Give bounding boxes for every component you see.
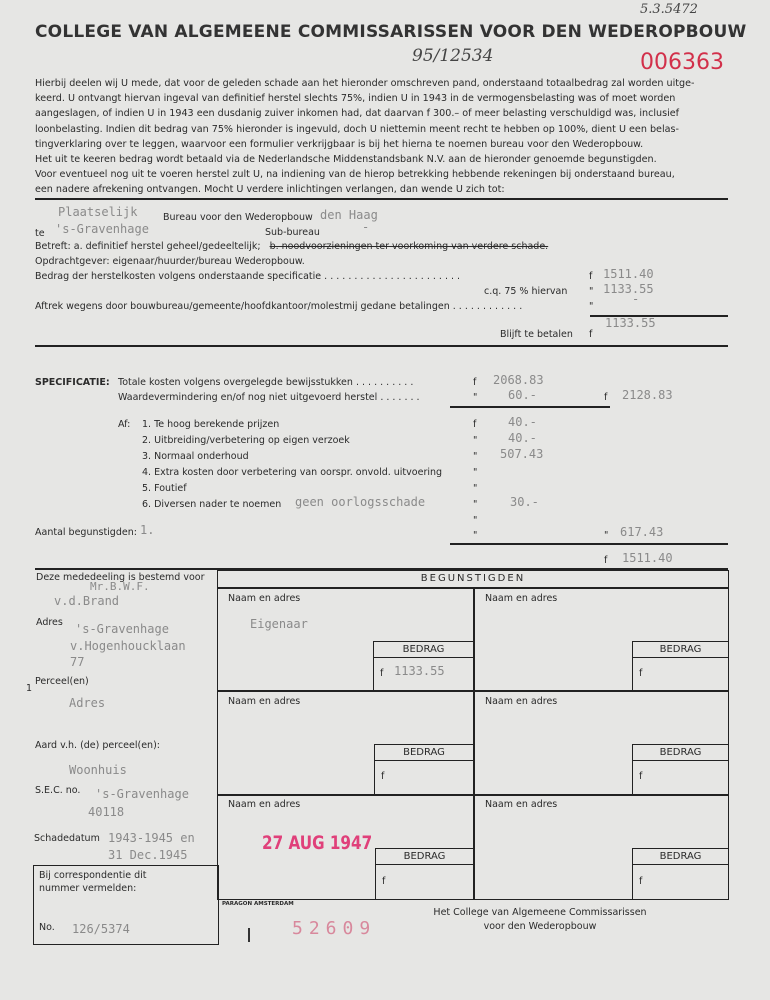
bedrag-header: BEDRAG <box>633 745 728 761</box>
beneficiary-name: Eigenaar <box>250 617 308 631</box>
ditto-mark: " <box>473 499 478 510</box>
intro-line: Voor eventueel nog uit te voeren herstel zult U, na indiening van de hierop betrekking hebbende rekeningen bij onderstaand bureau, <box>35 169 675 181</box>
schadedatum-2: 31 Dec.1945 <box>108 848 188 862</box>
bedrag-value: 1511.40 <box>603 267 654 281</box>
florin-sign: f <box>639 876 643 887</box>
intro-text <box>35 76 728 198</box>
bureau-city: 's-Gravenhage <box>55 222 149 236</box>
bedrag-header: BEDRAG <box>376 849 473 865</box>
ditto-mark: " <box>473 435 478 446</box>
af-item-label: 6. Diversen nader te noemen <box>142 499 282 510</box>
no-label: No. <box>39 922 55 933</box>
ditto-mark: " <box>473 451 478 462</box>
af-item-label: 3. Normaal onderhoud <box>142 451 249 462</box>
florin-sign: f <box>473 377 477 388</box>
handwritten-ref: 95/12534 <box>412 46 494 66</box>
af-item-value: 40.- <box>508 415 537 429</box>
af-item-value: 507.43 <box>500 447 544 461</box>
intro-line: aangeslagen, of indien U in 1943 een dusdanig zuiver inkomen had, dat daarvan f 300.– of meer belasting verschuldigd was, inclusief <box>35 108 680 120</box>
recipient-initials: Mr.B.W.F. <box>90 580 150 593</box>
bedrag-box <box>632 641 729 691</box>
spec-total: 1511.40 <box>622 551 673 565</box>
divider <box>35 345 728 347</box>
beneficiary-amount: 1133.55 <box>394 664 445 678</box>
af-item-value: 40.- <box>508 431 537 445</box>
af-label: Af: <box>118 419 131 430</box>
signature-line-2: voor den Wederopbouw <box>483 921 597 932</box>
intro-line: Het uit te keeren bedrag wordt betaald via de Nederlandsche Middenstandsbank N.V. aan de hieronder genoemde begunstigden. <box>35 154 657 166</box>
schadedatum-label: Schadedatum <box>34 833 100 844</box>
corr-label: nummer vermelden: <box>39 883 137 894</box>
bestemd-label: Deze mededeeling is bestemd voor <box>36 572 205 583</box>
ditto-mark: " <box>473 467 478 478</box>
opdrachtgever: Opdrachtgever: eigenaar/huurder/bureau Wederopbouw. <box>35 256 305 267</box>
adres-street: v.Hogenhoucklaan <box>70 639 186 653</box>
bedrag-box <box>632 848 729 900</box>
florin-sign: f <box>380 668 384 679</box>
aantal-value: 1. <box>140 523 155 537</box>
intro-line: tingverklaring over te leggen, waarvoor een formulier verkrijgbaar is bij het hierna te noemen bureau voor den Wederopbouw. <box>35 138 644 150</box>
florin-sign: f <box>473 419 477 430</box>
bedrag-header: BEDRAG <box>633 642 728 658</box>
florin-sign: f <box>604 555 608 566</box>
intro-line: een nadere afrekening ontvangen. Mocht U verdere inlichtingen verlangen, dan wende U zich tot: <box>35 184 505 196</box>
af-item-label: 4. Extra kosten door verbetering van oorspr. onvold. uitvoering <box>142 467 443 478</box>
sum-line <box>450 543 610 545</box>
blijft-label: Blijft te betalen <box>500 329 573 340</box>
cq-value: 1133.55 <box>603 282 654 296</box>
af-item-label: 2. Uitbreiding/verbetering op eigen verzoek <box>142 435 350 446</box>
no-value: 126/5374 <box>72 922 130 936</box>
bedrag-header: BEDRAG <box>633 849 728 865</box>
bedrag-header: BEDRAG <box>374 642 473 658</box>
intro-line: Hierbij deelen wij U mede, dat voor de geleden schade aan het hieronder omschreven pand, onderstaand totaalbedrag zal worden uitge- <box>35 78 695 89</box>
ditto-mark: " <box>604 530 609 541</box>
sec-number: 40118 <box>88 805 125 819</box>
naam-label: Naam en adres <box>485 799 558 810</box>
intro-line: loonbelasting. Indien dit bedrag van 75% hieronder is ingevuld, doch U niettemin meent recht te hebben op 100%, dient U een belas- <box>35 123 679 135</box>
bureau-type: Plaatselijk <box>58 205 138 219</box>
sub-bureau-value: - <box>362 220 370 234</box>
florin-sign: f <box>382 876 386 887</box>
aard-label: Aard v.h. (de) perceel(en): <box>35 740 160 751</box>
bureau-value: den Haag <box>320 208 378 222</box>
spec-totale-value: 2068.83 <box>493 373 544 387</box>
spec-waarde-value: 60.- <box>508 388 537 402</box>
ditto-mark: " <box>589 286 594 297</box>
cq-label: c.q. 75 % hiervan <box>484 286 568 297</box>
af-item-note: geen oorlogsschade <box>295 495 426 509</box>
sum-line <box>450 406 610 408</box>
adres-city: 's-Gravenhage <box>75 622 169 636</box>
sec-city: 's-Gravenhage <box>95 787 189 801</box>
af-item-label: 1. Te hoog berekende prijzen <box>142 419 280 430</box>
adres-label: Adres <box>36 617 63 628</box>
af-item-value: 30.- <box>510 495 539 509</box>
bedrag-box <box>374 744 474 795</box>
corr-label: Bij correspondentie dit <box>39 870 147 881</box>
naam-label: Naam en adres <box>228 799 301 810</box>
aantal-label: Aantal begunstigden: <box>35 527 137 538</box>
naam-label: Naam en adres <box>485 696 558 707</box>
date-stamp: 27 AUG 1947 <box>262 832 373 854</box>
florin-sign: f <box>604 392 608 403</box>
te-label: te <box>35 228 45 239</box>
bedrag-box <box>375 848 474 900</box>
adres-number: 77 <box>70 655 85 669</box>
naam-label: Naam en adres <box>228 696 301 707</box>
florin-sign: f <box>381 771 385 782</box>
naam-label: Naam en adres <box>228 593 301 604</box>
bedrag-box <box>632 744 729 795</box>
ditto-mark: " <box>473 483 478 494</box>
ditto-mark: " <box>473 392 478 403</box>
spec-waarde-label: Waardevermindering en/of nog niet uitgevoerd herstel . . . . . . . <box>118 392 420 403</box>
ditto-mark: " <box>473 515 478 526</box>
sec-label: S.E.C. no. <box>35 785 81 796</box>
bureau-label: Bureau voor den Wederopbouw <box>163 212 313 223</box>
florin-sign: f <box>639 771 643 782</box>
af-item-label: 5. Foutief <box>142 483 187 494</box>
florin-sign: f <box>589 271 593 282</box>
printer-mark: PARAGON AMSTERDAM <box>222 901 294 907</box>
aftrek-label: Aftrek wegens door bouwbureau/gemeente/hoofdkantoor/molestmij gedane betalingen . . . . . . . . . . . . <box>35 301 523 312</box>
spec-sum: 2128.83 <box>622 388 673 402</box>
spec-label: SPECIFICATIE: <box>35 377 110 388</box>
aftrek-value: - <box>632 292 640 306</box>
intro-line: keerd. U ontvangt hiervan ingeval van definitief herstel slechts 75%, indien U in 1943 in de vermogensbelasting was of moet worden <box>35 93 676 105</box>
sub-bureau-label: Sub-bureau <box>265 227 320 238</box>
betreft-line: Betreft: a. definitief herstel geheel/gedeeltelijk; b. noodvoorzieningen ter voorkoming van verdere schade. <box>35 241 549 252</box>
perceel-value: Adres <box>69 696 106 710</box>
signature-line-1: Het College van Algemeene Commissarissen <box>433 907 647 918</box>
perceel-number: 1 <box>26 683 33 694</box>
bedrag-box <box>373 641 474 691</box>
handwritten-ref-top: 5.3.5472 <box>640 2 698 17</box>
recipient-name: v.d.Brand <box>54 594 120 608</box>
perceel-label: Perceel(en) <box>35 676 89 687</box>
begunstigden-title: BEGUNSTIGDEN <box>420 573 526 584</box>
correspondence-box <box>33 865 219 945</box>
schadedatum-1: 1943-1945 en <box>108 831 195 845</box>
florin-sign: f <box>589 329 593 340</box>
spec-totale-label: Totale kosten volgens overgelegde bewijsstukken . . . . . . . . . . <box>118 377 414 388</box>
florin-sign: f <box>639 668 643 679</box>
tick-mark <box>248 928 250 942</box>
form-title: COLLEGE VAN ALGEMEENE COMMISSARISSEN VOOR DEN WEDEROPBOUW <box>35 22 747 42</box>
bedrag-header: BEDRAG <box>375 745 473 761</box>
af-total: 617.43 <box>620 525 664 539</box>
serial-number: 006363 <box>640 50 724 75</box>
ditto-mark: " <box>589 301 594 312</box>
divider <box>35 198 728 200</box>
naam-label: Naam en adres <box>485 593 558 604</box>
aard-value: Woonhuis <box>69 763 127 777</box>
subtotal-value: 1133.55 <box>605 316 656 330</box>
sum-line <box>590 543 728 545</box>
bedrag-label: Bedrag der herstelkosten volgens onderstaande specificatie . . . . . . . . . . . . . . . . . . . . . . . <box>35 271 461 282</box>
number-stamp: 52609 <box>292 918 377 939</box>
ditto-mark: " <box>473 530 478 541</box>
